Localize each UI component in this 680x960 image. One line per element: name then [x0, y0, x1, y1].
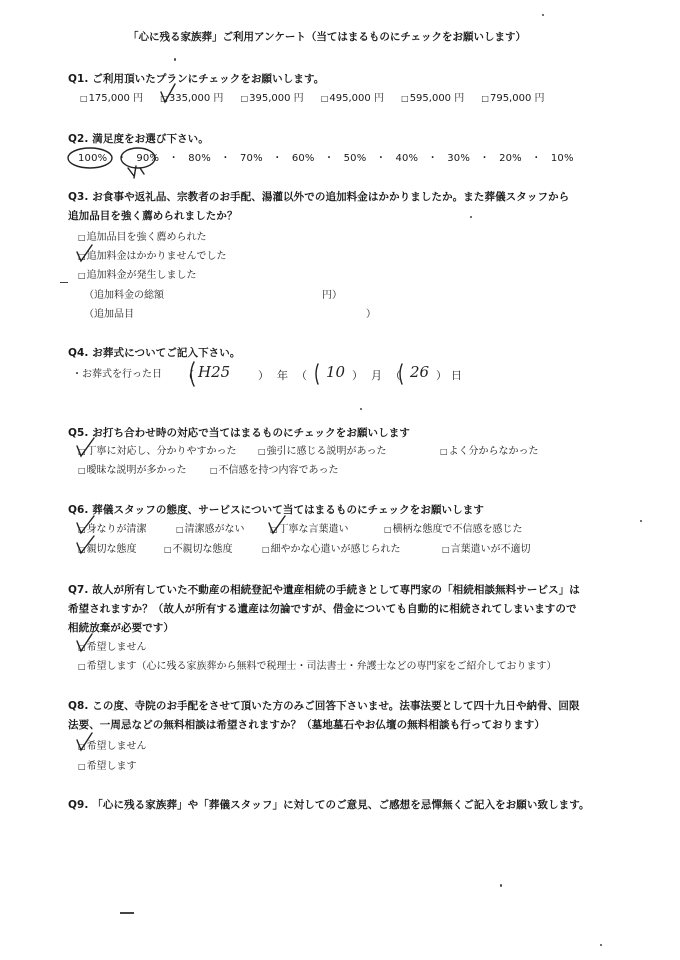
- q1-options: [80, 94, 559, 104]
- q1-option[interactable]: □ 795,000 円: [481, 94, 544, 104]
- q3-option[interactable]: □ 追加品目を強く薦められた: [78, 233, 207, 243]
- scan-speck: [360, 408, 362, 410]
- scan-speck: [500, 884, 502, 887]
- q2-sep: ・: [116, 153, 127, 164]
- q4-day-value[interactable]: 26: [410, 363, 430, 381]
- q6-option[interactable]: □ 不親切な態度: [164, 545, 233, 555]
- q3-amount-label: （追加料金の総額: [84, 290, 164, 301]
- q5-option[interactable]: □ 曖昧な説明が多かった: [78, 466, 187, 476]
- scribble-icon: [128, 166, 144, 178]
- q4-month-close: ）月（: [352, 369, 409, 382]
- q6-option[interactable]: □ 親切な態度: [78, 545, 137, 555]
- q5-question: Q5. お打ち合わせ時の対応で当てはまるものにチェックをお願いします: [68, 427, 410, 439]
- q3-option[interactable]: □ 追加料金はかかりませんでした: [78, 252, 227, 262]
- q2-option[interactable]: 80%: [188, 153, 212, 164]
- q6-option[interactable]: □ 身なりが清潔: [78, 525, 147, 535]
- scan-speck: [542, 14, 544, 16]
- q8-option[interactable]: □ 希望します: [78, 762, 137, 772]
- q7-question-line2: 希望されますか？（故人が所有する遺産は勿論ですが、借金についても自動的に相続されてしまいますので: [68, 603, 577, 615]
- q1-option[interactable]: □ 595,000 円: [401, 94, 464, 104]
- q5-option[interactable]: □ よく分からなかった: [440, 447, 539, 457]
- q2-option[interactable]: 10%: [550, 153, 574, 164]
- q4-question: Q4. お葬式についてご記入下さい。: [68, 347, 241, 359]
- q6-option[interactable]: □ 横柄な態度で不信感を感じた: [384, 525, 523, 535]
- q2-option[interactable]: 30%: [447, 153, 471, 164]
- q5-option[interactable]: □ 不信感を持つ内容であった: [210, 466, 338, 476]
- q3-question-line1: Q3. お食事や返礼品、宗教者のお手配、湯灌以外での追加料金はかかりましたか。また葬儀スタッフから: [68, 191, 570, 203]
- q7-option[interactable]: □ 希望しません: [78, 643, 147, 653]
- q2-option[interactable]: 60%: [291, 153, 315, 164]
- q4-year-close: ）年（: [258, 369, 315, 382]
- q3-items-label: （追加品目: [84, 309, 134, 320]
- q2-sep: ・: [168, 153, 179, 164]
- q7-option[interactable]: □ 希望します（心に残る家族葬から無料で税理士・司法書士・弁護士などの専門家をご紹介しております）: [78, 662, 557, 672]
- q8-question-line1: Q8. この度、寺院のお手配をさせて頂いた方のみご回答下さいませ。法事法要として四十九日や納骨、回限: [68, 700, 580, 712]
- q4-year-value[interactable]: H25: [198, 363, 231, 381]
- q3-option[interactable]: □ 追加料金が発生しました: [78, 271, 197, 281]
- scan-speck: [600, 944, 602, 946]
- q3-amount-unit: 円）: [322, 290, 342, 301]
- q7-question-line3: 相続放棄が必要です）: [68, 622, 174, 634]
- scan-speck: [120, 912, 134, 914]
- q2-sep: ・: [531, 153, 542, 164]
- q2-sep: ・: [272, 153, 283, 164]
- q2-sep: ・: [220, 153, 231, 164]
- q2-sep: ・: [324, 153, 335, 164]
- q4-open-paren: （: [182, 369, 195, 383]
- q2-option[interactable]: 50%: [343, 153, 367, 164]
- q4-date-label: ・お葬式を行った日: [72, 369, 162, 380]
- q1-question: Q1. ご利用頂いたプランにチェックをお願いします。: [68, 73, 325, 85]
- scan-speck: [60, 282, 68, 283]
- q3-items-close: ）: [366, 309, 376, 320]
- q2-sep: ・: [375, 153, 387, 164]
- q2-sep: ・: [427, 153, 438, 164]
- q4-day-close: ）日: [436, 369, 466, 382]
- q2-question: Q2. 満足度をお選び下さい。: [68, 133, 209, 145]
- q2-option[interactable]: 20%: [499, 153, 522, 164]
- q2-option[interactable]: 100%: [78, 153, 108, 164]
- q6-question: Q6. 葬儀スタッフの態度、サービスについて当てはまるものにチェックをお願いします: [68, 504, 484, 516]
- q4-month-value[interactable]: 10: [326, 363, 346, 381]
- q6-option[interactable]: □ 清潔感がない: [176, 525, 245, 535]
- q2-option[interactable]: 70%: [240, 153, 263, 164]
- scan-speck: [470, 216, 472, 218]
- q7-question-line1: Q7. 故人が所有していた不動産の相続登記や遺産相続の手続きとして専門家の「相続相談無料サービス」は: [68, 584, 580, 596]
- q5-option[interactable]: □ 強引に感じる説明があった: [258, 447, 386, 457]
- q2-sep: ・: [479, 153, 490, 164]
- q3-question-line2: 追加品目を強く薦められましたか？: [68, 210, 238, 222]
- paren-mark-icon: [316, 364, 318, 384]
- q9-question: Q9. 「心に残る家族葬」や「葬儀スタッフ」に対してのご意見、ご感想を忌憚無くご記入をお願い致します。: [68, 799, 590, 811]
- q1-option[interactable]: □ 395,000 円: [241, 94, 304, 104]
- q2-option[interactable]: 40%: [395, 153, 419, 164]
- q2-options: [78, 154, 574, 164]
- q8-question-line2: 法要、一周忌などの無料相談は希望されますか？（墓地墓石やお仏壇の無料相談も行っております）: [68, 719, 545, 731]
- q1-option[interactable]: □ 495,000 円: [321, 94, 384, 104]
- q6-option[interactable]: □ 細やかな心遣いが感じられた: [262, 545, 401, 555]
- q6-option[interactable]: □ 丁寧な言葉遣い: [270, 525, 349, 535]
- q1-option[interactable]: □ 175,000 円: [80, 94, 143, 104]
- scan-speck: [640, 520, 642, 522]
- scan-speck: [174, 58, 176, 61]
- q6-option[interactable]: □ 言葉遣いが不適切: [442, 545, 531, 555]
- q8-option[interactable]: □ 希望しません: [78, 742, 147, 752]
- q2-option[interactable]: 90%: [136, 153, 160, 164]
- survey-title: 「心に残る家族葬」ご利用アンケート（当てはまるものにチェックをお願いします）: [128, 31, 527, 43]
- q1-option[interactable]: □ 335,000 円: [160, 94, 223, 104]
- q5-option[interactable]: □ 丁寧に対応し、分かりやすかった: [78, 447, 237, 457]
